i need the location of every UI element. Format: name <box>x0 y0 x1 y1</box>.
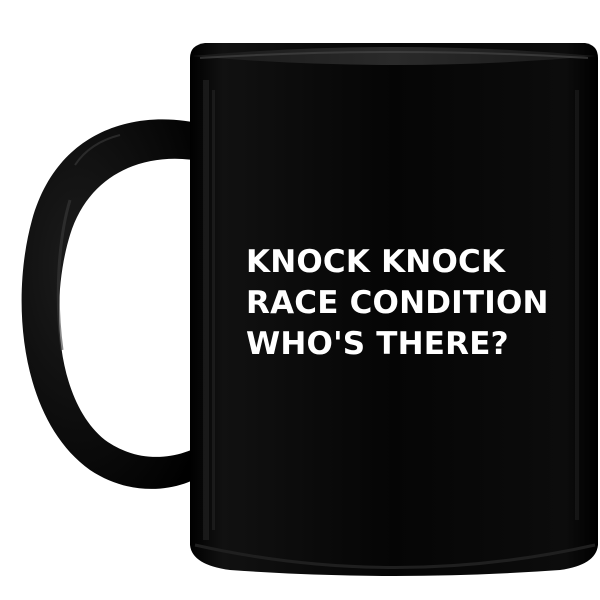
mug-print-text <box>246 242 576 365</box>
print-line-1: KNOCK KNOCK <box>246 244 506 280</box>
print-line-3: WHO'S THERE? <box>246 326 509 362</box>
mug-handle <box>22 119 210 489</box>
print-line-2: RACE CONDITION <box>246 285 549 321</box>
